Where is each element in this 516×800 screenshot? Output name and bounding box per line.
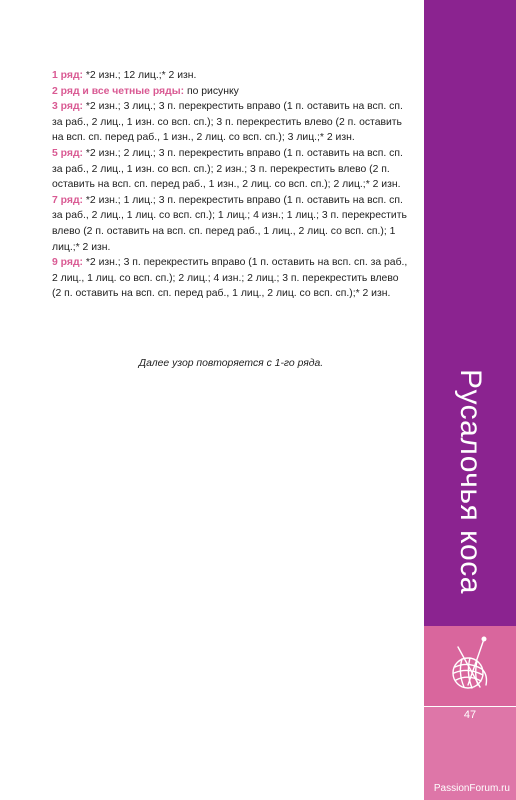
row-label: 9 ряд:	[52, 257, 83, 269]
row-3	[52, 99, 410, 146]
chapter-title-container	[424, 350, 516, 612]
row-text: по рисунку	[184, 85, 239, 97]
row-label: 5 ряд:	[52, 147, 83, 159]
row-5	[52, 146, 410, 193]
row-label: 7 ряд:	[52, 194, 83, 206]
row-label: 1 ряд:	[52, 70, 83, 81]
row-text: *2 изн.; 12 лиц.;* 2 изн.	[83, 70, 197, 81]
row-text: *2 изн.; 3 п. перекрестить вправо (1 п. оставить на всп. сп. за раб., 2 лиц., 1 лиц. со всп. сп.); 2 лиц.; 4 изн.; 2 лиц.; 3 п. перекрестить влево (2 п. оставить на всп. сп. перед раб., 1 лиц., 2 лиц. со всп. сп.);* 2 изн.	[52, 257, 408, 300]
chapter-sidebar	[424, 0, 516, 800]
row-text: *2 изн.; 3 лиц.; 3 п. перекрестить вправо (1 п. оставить на всп. сп. за раб., 2 лиц., 1 изн. со всп. сп.); 3 п. перекрестить влево (2 п. оставить на всп. сп. перед раб., 1 изн., 2 лиц. со всп. сп.); 3 лиц.;* 2 изн.	[52, 101, 403, 144]
row-7	[52, 193, 410, 255]
pattern-instructions	[52, 68, 410, 302]
row-2	[52, 84, 410, 100]
repeat-note: Далее узор повторяется с 1-го ряда.	[138, 358, 324, 369]
row-1	[52, 68, 410, 84]
yarn-ball-icon	[446, 635, 494, 695]
chapter-title: Русалочья коса	[454, 368, 487, 594]
row-label: 3 ряд:	[52, 101, 83, 113]
watermark: PassionForum.ru	[433, 783, 510, 794]
row-9	[52, 255, 410, 302]
row-text: *2 изн.; 1 лиц.; 3 п. перекрестить вправо (1 п. оставить на всп. сп. за раб., 2 лиц., 1 лиц. со всп. сп.); 1 лиц.; 4 изн.; 1 лиц.; 3 п. перекрестить влево (2 п. оставить на всп. сп. перед раб., 1 лиц., 2 лиц. со всп. сп.); 1 лиц.;* 2 изн.	[52, 194, 407, 253]
row-label: 2 ряд и все четные ряды:	[52, 85, 185, 97]
page-number: 47	[463, 709, 477, 721]
row-text: *2 изн.; 2 лиц.; 3 п. перекрестить вправо (1 п. оставить на всп. сп. за раб., 2 лиц., 1 изн. со всп. сп.); 2 изн.; 3 п. перекрестить влево (2 п. оставить на всп. сп. перед раб., 1 изн., 2 лиц. со всп. сп.); 2 лиц.;* 2 изн.	[52, 147, 403, 191]
